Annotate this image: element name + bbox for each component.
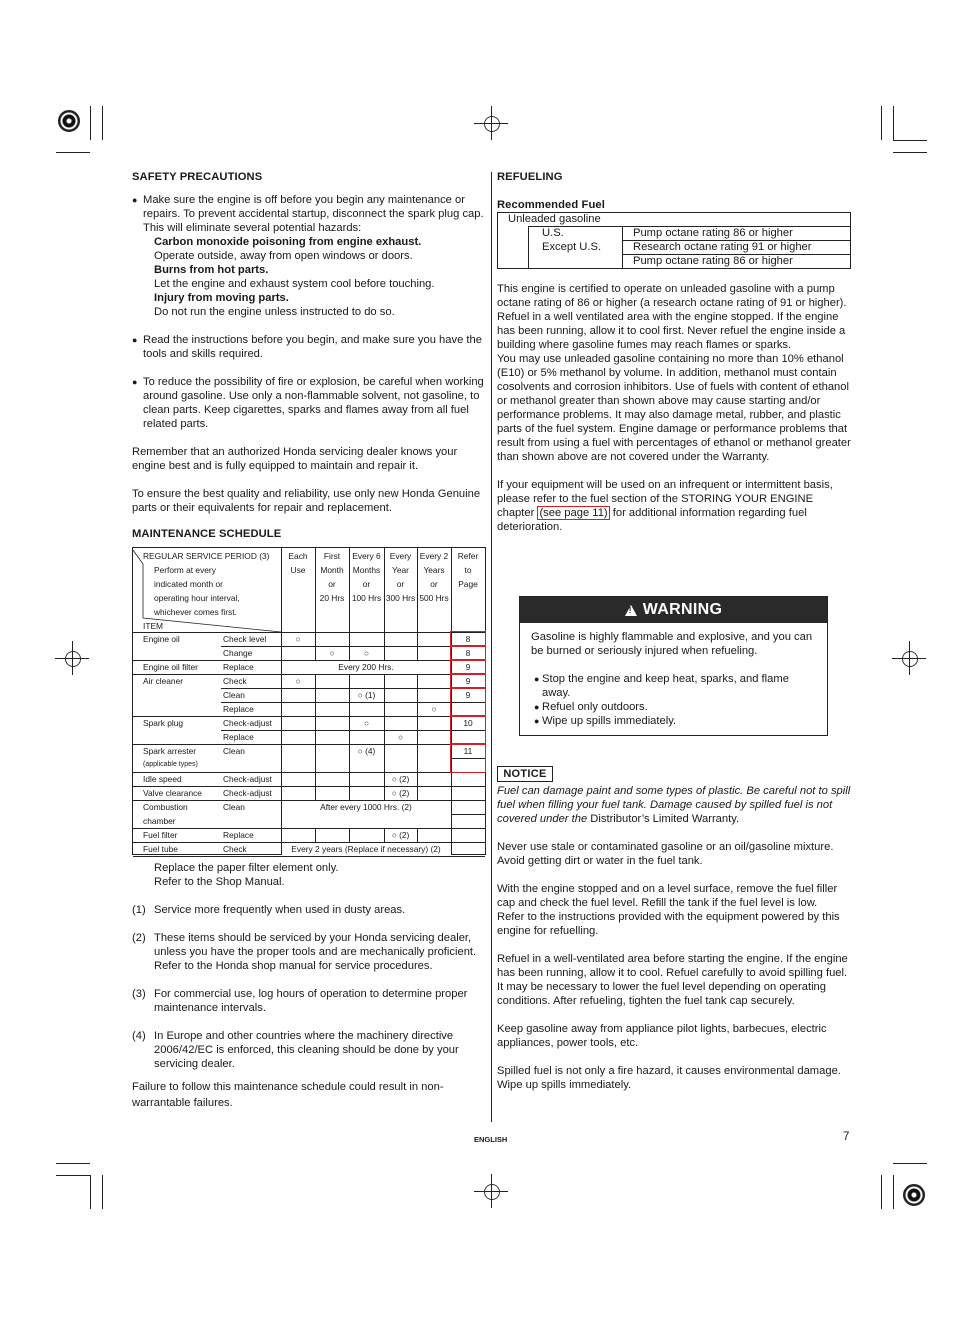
footnote-number: (3): [132, 988, 146, 1000]
interval-column-label: First: [323, 551, 341, 561]
maintenance-item: Air cleaner: [143, 676, 184, 686]
fuel-rating: Pump octane rating 86 or higher: [633, 255, 793, 267]
fuel-rating: Research octane rating 91 or higher: [633, 241, 812, 253]
paragraph: Refuel in a well ventilated area with the engine stopped. If the engine has been running, allow it to cool first. Never refuel the engine inside a building where gasoline fumes may reach flames or sparks.: [497, 311, 846, 351]
warning-header: [520, 597, 827, 623]
maintenance-item: Spark arrester: [143, 746, 197, 756]
hazard-text: Operate outside, away from open windows or doors.: [154, 250, 413, 262]
maintenance-action: Check-adjust: [223, 718, 272, 728]
service-mark: ○: [295, 676, 301, 686]
maintenance-action: Clean: [223, 690, 245, 700]
hazard-title: Burns from hot parts.: [154, 264, 269, 276]
bullet-item: ● Read the instructions before you begin, and make sure you have the tools and skills required.: [132, 334, 482, 360]
maintenance-item: Engine oil filter: [143, 662, 198, 672]
notice-label: NOTICE: [497, 766, 553, 782]
maintenance-item: Fuel tube: [143, 844, 178, 854]
service-mark: ○: [431, 704, 437, 714]
maintenance-action: Replace: [223, 704, 254, 714]
maintenance-item: Idle speed: [143, 774, 182, 784]
interval-column-label: Refer: [457, 551, 479, 561]
paragraph: Never use stale or contaminated gasoline or an oil/gasoline mixture. Avoid getting dirt or water in the fuel tank.: [497, 841, 834, 867]
interval-column-label: or: [396, 579, 405, 589]
refer-page-link[interactable]: [450, 687, 486, 717]
hazard-text: Do not run the engine unless instructed to do so.: [154, 306, 395, 318]
notice-paragraph: Fuel can damage paint and some types of plastic. Be careful not to spill fuel when filling your fuel tank. Damage caused by spilled fuel is not covered under the Distributor’s Limited Warranty.: [497, 785, 851, 825]
refer-page-number: 11: [463, 746, 473, 756]
interval-column-label: 20 Hrs: [319, 593, 345, 603]
maintenance-item: Engine oil: [143, 634, 180, 644]
footer-language: ENGLISH: [474, 1135, 508, 1144]
interval-note: After every 1000 Hrs. (2): [320, 802, 412, 812]
footnote: [132, 903, 486, 917]
warning-bullet: ● Stop the engine and keep heat, sparks, and flame away.: [534, 673, 789, 699]
interval-note: Every 2 years (Replace if necessary) (2): [291, 844, 441, 854]
page-number: 7: [843, 1131, 850, 1143]
footnote-text: Service more frequently when used in dusty areas.: [154, 904, 406, 916]
maintenance-action: Change: [223, 648, 253, 658]
registration-mark-icon: [65, 651, 81, 667]
paragraph: With the engine stopped and on a level surface, remove the fuel filler cap and check the fuel level. Refill the tank if the fuel level is low.: [497, 883, 838, 909]
interval-column-label: 100 Hrs: [351, 593, 382, 603]
safety-text: [132, 193, 486, 515]
interval-column-label: Months: [352, 565, 381, 575]
refueling-heading: REFUELING: [497, 171, 563, 183]
service-mark: ○ (2): [391, 788, 410, 798]
refer-page-number: 8: [465, 648, 471, 658]
table-rule: [133, 772, 485, 773]
paragraph: Remember that an authorized Honda servicing dealer knows your engine best and is fully equipped to maintain and repair it.: [132, 446, 458, 472]
interval-column-label: Page: [458, 579, 478, 589]
warning-body: [520, 623, 827, 728]
safety-precautions-heading: SAFETY PRECAUTIONS: [132, 171, 263, 183]
star-note: Refer to the Shop Manual.: [154, 876, 285, 888]
footnote-text: In Europe and other countries where the machinery directive 2006/42/EC is enforced, this cleaning should be done by your servicing dealer.: [154, 1030, 459, 1070]
numbered-notes: [132, 903, 486, 1079]
footnote: [132, 1029, 486, 1071]
header-diagonal-line: [133, 548, 281, 632]
service-period-label: operating hour interval,: [154, 593, 240, 603]
interval-column-label: Every: [389, 551, 412, 561]
footnote-text: For commercial use, log hours of operation to determine proper maintenance intervals.: [154, 988, 468, 1014]
footnote-text: These items should be serviced by your Honda servicing dealer, unless you have the proper tools and are mechanically proficient. Refer to the Honda shop manual for service procedures.: [154, 932, 477, 972]
refer-page-number: 8: [465, 634, 471, 644]
registration-seal-icon: [58, 110, 80, 132]
interval-column-label: Each: [288, 551, 308, 561]
interval-column-label: or: [362, 579, 371, 589]
warning-bullet: ● Refuel only outdoors.: [534, 701, 648, 713]
maintenance-item: chamber: [143, 816, 176, 826]
table-rule: [451, 814, 485, 815]
refer-page-number: 9: [465, 676, 471, 686]
fuel-type: Unleaded gasoline: [508, 213, 601, 225]
service-mark: ○ (1): [357, 690, 376, 700]
service-mark: ○: [295, 634, 301, 644]
maintenance-action: Check level: [223, 634, 267, 644]
paragraph: To ensure the best quality and reliability, use only new Honda Genuine parts or their equivalents for repair and replacement.: [132, 488, 481, 514]
table-rule: [221, 730, 485, 731]
maintenance-action: Replace: [223, 662, 254, 672]
interval-column-label: Month: [320, 565, 344, 575]
interval-note: Every 200 Hrs.: [338, 662, 394, 672]
footnote: [132, 987, 486, 1015]
refer-page-link[interactable]: [450, 715, 486, 745]
interval-column-label: Year: [392, 565, 409, 575]
paragraph: This engine is certified to operate on unleaded gasoline with a pump octane rating of 86 or higher (a research octane rating of 91 or higher).: [497, 283, 847, 309]
star-note: Replace the paper filter element only.: [154, 862, 339, 874]
registration-mark-icon: [902, 651, 918, 667]
interval-column-label: Every 2: [419, 551, 449, 561]
refer-page-number: 9: [465, 690, 471, 700]
hazard-title: Carbon monoxide poisoning from engine exhaust.: [154, 236, 422, 248]
maintenance-action: Replace: [223, 732, 254, 742]
paragraph: If your equipment will be used on an infrequent or intermittent basis, please refer to the fuel section of the STORING YOUR ENGINE chapter (see page 11) for additional information regarding fuel deterioration.: [497, 479, 833, 533]
interval-column-label: 500 Hrs: [419, 593, 449, 603]
paragraph: You may use unleaded gasoline containing no more than 10% ethanol (E10) or 5% methanol by volume. In addition, methanol must contain cosolvents and corrosion inhibitors. Use of fuels with content of ethanol or methanol greater than shown above may cause starting and/or performance problems. It may also damage metal, rubber, and plastic parts of the fuel system. Engine damage or performance problems that result from using a fuel with percentages of ethanol or methanol greater than shown above are not covered under the Warranty.: [497, 353, 851, 463]
service-mark: ○: [329, 648, 335, 658]
schedule-notes: [132, 861, 486, 1111]
paragraph: Refuel in a well-ventilated area before starting the engine. If the engine has been running, allow it to cool. Refuel carefully to avoid spilling fuel. It may be necessary to lower the fuel level depending on operating conditions. After refueling, tighten the fuel tank cap securely.: [497, 953, 848, 1007]
footnote-number: (4): [132, 1030, 146, 1042]
registration-mark-icon: [484, 1184, 500, 1200]
maintenance-item: Spark plug: [143, 718, 184, 728]
paragraph: Refer to the instructions provided with the equipment powered by this engine for refuelling.: [497, 911, 840, 937]
table-rule: [133, 856, 485, 857]
maintenance-action: Check-adjust: [223, 774, 272, 784]
service-mark: ○: [363, 718, 370, 728]
warning-triangle-icon: [625, 605, 637, 616]
service-mark: ○ (2): [391, 774, 410, 784]
page-11-link[interactable]: (see page 11): [539, 507, 608, 519]
table-rule: [133, 828, 485, 829]
bullet-item: ● To reduce the possibility of fire or explosion, be careful when working around gasoline. Use only a non-flammable solvent, not gasoline, to clean parts. Keep cigarettes, sparks and flames away from all fuel related parts.: [132, 376, 484, 430]
recommended-fuel-table: [497, 212, 851, 269]
maintenance-item: (applicable types): [143, 761, 198, 768]
refer-page-link[interactable]: [450, 743, 486, 773]
hazard-text: Let the engine and exhaust system cool before touching.: [154, 278, 435, 290]
paragraph: Keep gasoline away from appliance pilot lights, barbecues, electric appliances, power tools, etc.: [497, 1023, 827, 1049]
registration-seal-icon: [903, 1184, 925, 1206]
recommended-fuel-heading: Recommended Fuel: [497, 199, 605, 211]
warning-text: Gasoline is highly flammable and explosive, and you can be burned or seriously injured when refueling.: [531, 631, 813, 657]
footnote: [132, 931, 486, 973]
service-mark: ○ (4): [357, 746, 376, 756]
fuel-rating: Pump octane rating 86 or higher: [633, 227, 793, 239]
service-period-label: REGULAR SERVICE PERIOD (3): [143, 551, 270, 561]
maintenance-action: Check: [223, 676, 247, 686]
registration-mark-icon: [484, 116, 500, 132]
refer-page-number: 9: [465, 662, 471, 672]
maintenance-action: Check-adjust: [223, 788, 272, 798]
fuel-region: Except U.S.: [542, 241, 602, 253]
bullet-item: ● Make sure the engine is off before you begin any maintenance or repairs. To prevent accidental startup, disconnect the spark plug cap. This will eliminate several potential hazards:: [132, 194, 484, 234]
service-period-label: indicated month or: [154, 579, 223, 589]
item-column-label: ITEM: [143, 621, 164, 631]
interval-column-label: Every 6: [352, 551, 381, 561]
warning-bullet: ● Wipe up spills immediately.: [534, 715, 677, 727]
notice-text: [497, 784, 851, 1092]
maintenance-action: Check: [223, 844, 247, 854]
service-mark: ○ (2): [391, 830, 410, 840]
maintenance-item: Fuel filter: [143, 830, 178, 840]
paragraph: Spilled fuel is not only a fire hazard, it causes environmental damage. Wipe up spills immediately.: [497, 1065, 841, 1091]
interval-column-label: or: [430, 579, 438, 589]
service-mark: ○: [397, 732, 404, 742]
service-period-label: whichever comes first.: [154, 607, 237, 617]
warning-box: [519, 596, 828, 736]
interval-column-label: to: [464, 565, 472, 575]
maintenance-item: Combustion: [143, 802, 188, 812]
maintenance-schedule-heading: MAINTENANCE SCHEDULE: [132, 528, 282, 540]
failure-warning-text: Failure to follow this maintenance schedule could result in non-warrantable failures.: [132, 1081, 444, 1109]
interval-column-label: Years: [423, 565, 445, 575]
interval-column-label: 300 Hrs: [385, 593, 416, 603]
service-mark: ○: [363, 648, 370, 658]
maintenance-schedule-table: [132, 547, 486, 855]
refueling-text: [497, 282, 851, 534]
service-period-label: Perform at every: [154, 565, 216, 575]
column-divider: [491, 172, 492, 1122]
maintenance-action: Clean: [223, 802, 245, 812]
warning-label: WARNING: [642, 601, 723, 618]
footnote-number: (2): [132, 932, 146, 944]
interval-column-label: Use: [290, 565, 306, 575]
interval-column-label: or: [328, 579, 336, 589]
hazard-title: Injury from moving parts.: [154, 292, 289, 304]
refer-page-number: 10: [463, 718, 473, 728]
maintenance-action: Clean: [223, 746, 245, 756]
maintenance-action: Replace: [223, 830, 254, 840]
table-rule: [133, 716, 485, 717]
maintenance-item: Valve clearance: [143, 788, 202, 798]
fuel-region: U.S.: [542, 227, 564, 239]
footnote-number: (1): [132, 904, 146, 916]
